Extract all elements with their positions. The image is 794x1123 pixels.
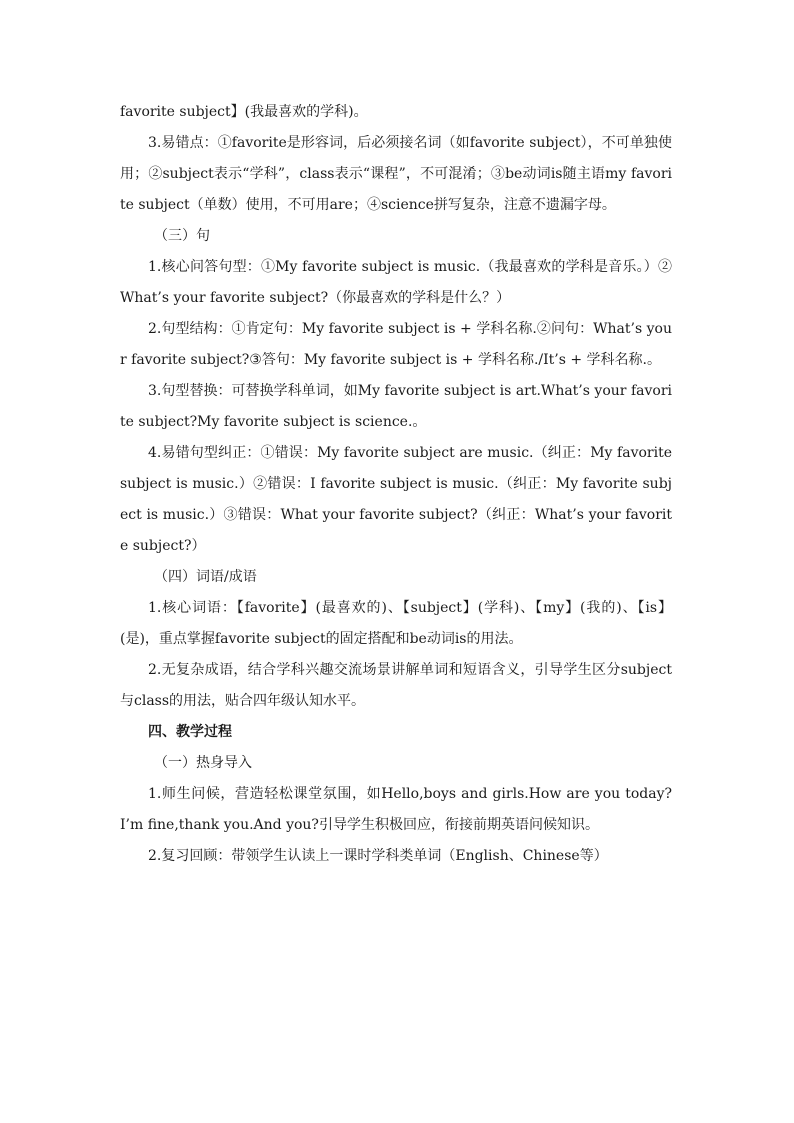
- paragraph-greeting: 1.师生问候，营造轻松课堂氛围，如Hello,boys and girls.How are you today?I’m fine,thank you.And you?引导学生积极回应，衔接前期英语问候知识。: [120, 786, 672, 833]
- subheading-sentences: （三）句: [154, 228, 210, 244]
- paragraph-error-correction: 4.易错句型纠正：①错误：My favorite subject are music.（纠正：My favorite subject is music.）②错误：I favorite subject is music.（纠正：My favorite subject is music.）③错误：What your favorite subject?（纠正：What’s your favorite subject?）: [120, 445, 672, 554]
- paragraph-review: 2.复习回顾：带领学生认读上一课时学科类单词（English、Chinese等）: [148, 848, 608, 864]
- paragraph-sentence-structure: 2.句型结构：①肯定句：My favorite subject is + 学科名称.②问句：What’s your favorite subject?③答句：My favorite subject is + 学科名称./It’s + 学科名称.。: [120, 321, 672, 368]
- subheading-warm-up: （一）热身导入: [154, 755, 252, 771]
- document-body: [120, 97, 672, 872]
- paragraph-continuation: favorite subject】(我最喜欢的学科)。: [120, 104, 368, 120]
- paragraph-core-words: 1.核心词语：【favorite】(最喜欢的)、【subject】(学科)、【my】(我的)、【is】(是)，重点掌握favorite subject的固定搭配和be动词is的用法。: [120, 600, 672, 647]
- subheading-words-idioms: （四）词语/成语: [154, 569, 257, 585]
- paragraph-sentence-substitution: 3.句型替换：可替换学科单词，如My favorite subject is art.What’s your favorite subject?My favorite subject is science.。: [120, 383, 672, 430]
- paragraph-error-points: 3.易错点：①favorite是形容词，后必须接名词（如favorite subject），不可单独使用；②subject表示“学科”，class表示“课程”，不可混淆；③be动词is随主语my favorite subject（单数）使用，不可用are；④science拼写复杂，注意不遗漏字母。: [120, 135, 672, 213]
- section-heading-teaching-process: 四、教学过程: [148, 724, 232, 740]
- paragraph-core-patterns: 1.核心问答句型：①My favorite subject is music.（我最喜欢的学科是音乐。）②What’s your favorite subject?（你最喜欢的学科是什么？）: [120, 259, 672, 306]
- paragraph-no-idioms: 2.无复杂成语，结合学科兴趣交流场景讲解单词和短语含义，引导学生区分subject与class的用法，贴合四年级认知水平。: [120, 662, 672, 709]
